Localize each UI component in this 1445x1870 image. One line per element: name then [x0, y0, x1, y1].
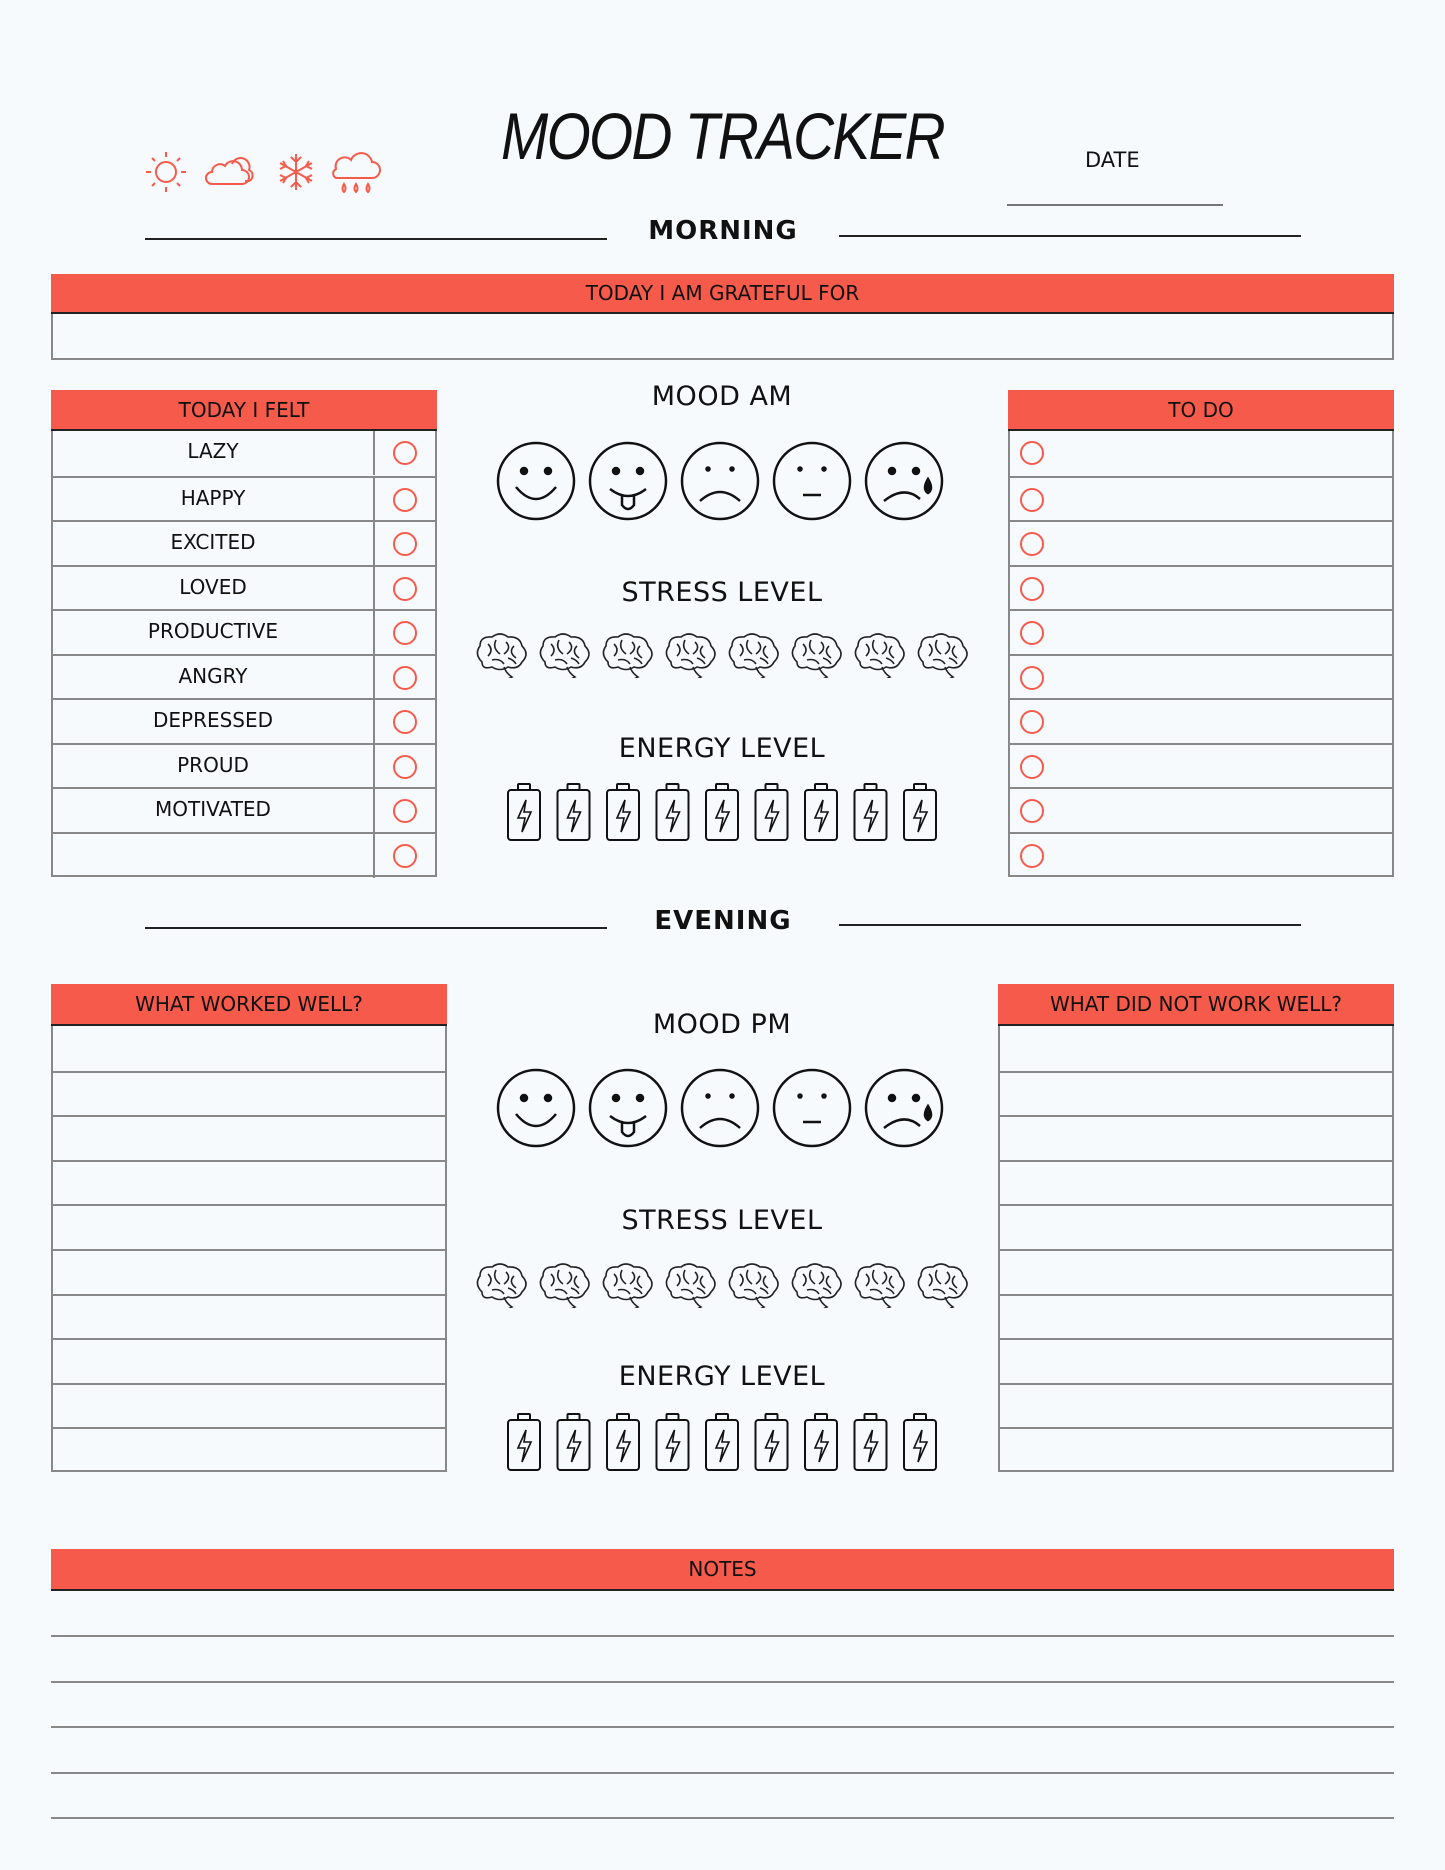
worked-well-line[interactable]: [53, 1026, 445, 1071]
todo-item[interactable]: [1010, 743, 1392, 787]
feeling-checkbox-cell: [373, 745, 435, 789]
feeling-checkbox[interactable]: [393, 621, 417, 645]
notes-header: NOTES: [51, 1549, 1394, 1591]
feeling-label: PROUD: [177, 752, 249, 777]
stress-am-brains: [470, 628, 976, 678]
todo-item[interactable]: [1010, 565, 1392, 609]
feeling-row: [53, 609, 435, 653]
feeling-label: LAZY: [187, 439, 239, 463]
battery-icon[interactable]: [508, 784, 540, 840]
not-worked-line[interactable]: [1000, 1204, 1392, 1249]
feeling-checkbox[interactable]: [393, 577, 417, 601]
date-label: DATE: [1085, 148, 1140, 172]
brain-icon[interactable]: [666, 634, 715, 678]
feeling-row: [53, 832, 435, 876]
brain-icon[interactable]: [729, 634, 778, 678]
worked-well-line[interactable]: [53, 1338, 445, 1383]
feeling-row: [53, 787, 435, 831]
todo-item[interactable]: [1010, 520, 1392, 564]
todo-item[interactable]: [1010, 832, 1392, 876]
crying-face-icon[interactable]: [866, 1070, 942, 1146]
neutral-face-icon[interactable]: [774, 443, 850, 519]
feeling-row: [53, 520, 435, 564]
battery-icon[interactable]: [558, 1414, 590, 1470]
todo-checkbox[interactable]: [1020, 577, 1044, 601]
brain-icon[interactable]: [855, 1264, 904, 1308]
notes-line: [51, 1681, 1394, 1683]
battery-icon[interactable]: [508, 1414, 540, 1470]
not-worked-line[interactable]: [1000, 1294, 1392, 1339]
feeling-checkbox[interactable]: [393, 799, 417, 823]
not-worked-line[interactable]: [1000, 1071, 1392, 1116]
energy-pm-label: ENERGY LEVEL: [618, 1361, 826, 1392]
mood-pm-faces: [495, 1067, 950, 1149]
mood-pm-label: MOOD PM: [652, 1009, 792, 1040]
worked-well-line[interactable]: [53, 1427, 445, 1472]
notes-line: [51, 1726, 1394, 1728]
todo-checkbox[interactable]: [1020, 488, 1044, 512]
morning-rule-right: [839, 235, 1301, 237]
mood-am-faces: [495, 440, 950, 522]
todo-header: TO DO: [1008, 390, 1394, 431]
feeling-label: LOVED: [179, 574, 247, 599]
evening-rule-left: [145, 927, 607, 929]
brain-icon[interactable]: [477, 634, 526, 678]
feeling-label: EXCITED: [170, 530, 256, 554]
not-worked-line[interactable]: [1000, 1427, 1392, 1472]
feeling-checkbox[interactable]: [393, 666, 417, 690]
not-worked-line[interactable]: [1000, 1249, 1392, 1294]
todo-checkbox[interactable]: [1020, 799, 1044, 823]
brain-icon[interactable]: [792, 634, 841, 678]
grateful-header: TODAY I AM GRATEFUL FOR: [51, 274, 1394, 314]
battery-icon[interactable]: [607, 784, 639, 840]
cloud-icon[interactable]: [206, 158, 253, 184]
feeling-checkbox[interactable]: [393, 844, 417, 868]
todo-checkbox[interactable]: [1020, 621, 1044, 645]
mood-am-label: MOOD AM: [651, 381, 793, 412]
todo-checkbox[interactable]: [1020, 755, 1044, 779]
battery-icon[interactable]: [657, 784, 689, 840]
smile-face-icon[interactable]: [498, 1070, 574, 1146]
feeling-checkbox-cell: [373, 834, 435, 878]
worked-well-line[interactable]: [53, 1115, 445, 1160]
feeling-row: [53, 476, 435, 520]
not-worked-line[interactable]: [1000, 1338, 1392, 1383]
battery-icon[interactable]: [805, 784, 837, 840]
brain-icon[interactable]: [855, 634, 904, 678]
not-worked-header: WHAT DID NOT WORK WELL?: [998, 984, 1394, 1026]
feeling-label: PRODUCTIVE: [147, 619, 279, 643]
brain-icon[interactable]: [729, 1264, 778, 1308]
battery-icon[interactable]: [904, 1414, 936, 1470]
todo-item[interactable]: [1010, 698, 1392, 742]
feeling-checkbox[interactable]: [393, 532, 417, 556]
feeling-checkbox[interactable]: [393, 441, 417, 465]
sad-face-icon[interactable]: [682, 443, 758, 519]
feeling-checkbox-cell: [373, 522, 435, 566]
feeling-row: [53, 698, 435, 742]
page-title: MOOD TRACKER: [501, 99, 944, 173]
brain-icon[interactable]: [792, 1264, 841, 1308]
stress-pm-brains: [470, 1258, 976, 1308]
feeling-label: DEPRESSED: [152, 708, 274, 732]
brain-icon[interactable]: [477, 1264, 526, 1308]
rain-icon[interactable]: [333, 153, 380, 192]
feeling-checkbox-cell: [373, 478, 435, 522]
feeling-checkbox-cell: [373, 611, 435, 655]
feeling-checkbox-cell: [373, 789, 435, 833]
feeling-checkbox[interactable]: [393, 488, 417, 512]
crying-face-icon[interactable]: [866, 443, 942, 519]
feeling-label: [53, 834, 373, 878]
feeling-checkbox-cell: [373, 700, 435, 744]
feeling-checkbox[interactable]: [393, 710, 417, 734]
worked-well-line[interactable]: [53, 1160, 445, 1205]
energy-am-label: ENERGY LEVEL: [618, 733, 826, 764]
not-worked-line[interactable]: [1000, 1160, 1392, 1205]
not-worked-line[interactable]: [1000, 1026, 1392, 1071]
feeling-checkbox-cell: [373, 431, 435, 475]
battery-icon[interactable]: [855, 1414, 887, 1470]
worked-well-line[interactable]: [53, 1249, 445, 1294]
todo-item[interactable]: [1010, 654, 1392, 698]
morning-rule-left: [145, 238, 607, 240]
todo-item[interactable]: [1010, 431, 1392, 475]
todo-checkbox[interactable]: [1020, 710, 1044, 734]
tongue-face-icon[interactable]: [590, 1070, 666, 1146]
battery-icon[interactable]: [855, 784, 887, 840]
feeling-row: [53, 654, 435, 698]
notes-line: [51, 1817, 1394, 1819]
feeling-row: [53, 431, 435, 475]
worked-well-lines: [51, 1026, 447, 1472]
brain-icon[interactable]: [603, 1264, 652, 1308]
morning-heading: MORNING: [648, 216, 798, 246]
worked-well-line[interactable]: [53, 1071, 445, 1116]
todo-item[interactable]: [1010, 476, 1392, 520]
stress-pm-label: STRESS LEVEL: [621, 1205, 823, 1236]
felt-header: TODAY I FELT: [51, 390, 437, 431]
feeling-checkbox[interactable]: [393, 755, 417, 779]
feeling-checkbox-cell: [373, 656, 435, 700]
sun-icon[interactable]: [146, 152, 186, 192]
smile-face-icon[interactable]: [498, 443, 574, 519]
todo-checkbox[interactable]: [1020, 441, 1044, 465]
not-worked-line[interactable]: [1000, 1383, 1392, 1428]
todo-checkbox[interactable]: [1020, 844, 1044, 868]
worked-well-header: WHAT WORKED WELL?: [51, 984, 447, 1026]
notes-line: [51, 1635, 1394, 1637]
worked-well-line[interactable]: [53, 1383, 445, 1428]
date-field[interactable]: [1007, 204, 1223, 206]
brain-icon[interactable]: [918, 634, 967, 678]
sad-face-icon[interactable]: [682, 1070, 758, 1146]
battery-icon[interactable]: [756, 784, 788, 840]
grateful-input[interactable]: [51, 314, 1394, 360]
battery-icon[interactable]: [558, 784, 590, 840]
evening-heading: EVENING: [654, 906, 792, 936]
battery-icon[interactable]: [706, 1414, 738, 1470]
feeling-row: [53, 743, 435, 787]
feeling-label: MOTIVATED: [155, 797, 271, 821]
neutral-face-icon[interactable]: [774, 1070, 850, 1146]
feeling-checkbox-cell: [373, 567, 435, 611]
notes-lines[interactable]: [51, 1591, 1394, 1821]
todo-item[interactable]: [1010, 609, 1392, 653]
battery-icon[interactable]: [657, 1414, 689, 1470]
battery-icon[interactable]: [706, 784, 738, 840]
todo-item[interactable]: [1010, 787, 1392, 831]
tongue-face-icon[interactable]: [590, 443, 666, 519]
feeling-row: [53, 565, 435, 609]
not-worked-line[interactable]: [1000, 1115, 1392, 1160]
worked-well-line[interactable]: [53, 1294, 445, 1339]
notes-line: [51, 1772, 1394, 1774]
felt-list: [51, 431, 437, 877]
evening-rule-right: [839, 924, 1301, 926]
not-worked-lines: [998, 1026, 1394, 1472]
brain-icon[interactable]: [540, 1264, 589, 1308]
brain-icon[interactable]: [603, 634, 652, 678]
snowflake-icon[interactable]: [280, 154, 312, 190]
todo-checkbox[interactable]: [1020, 532, 1044, 556]
weather-icons: [140, 148, 390, 198]
feeling-label: ANGRY: [178, 663, 248, 688]
brain-icon[interactable]: [540, 634, 589, 678]
feeling-label: HAPPY: [180, 485, 246, 510]
battery-icon[interactable]: [904, 784, 936, 840]
battery-icon[interactable]: [607, 1414, 639, 1470]
todo-checkbox[interactable]: [1020, 666, 1044, 690]
battery-icon[interactable]: [805, 1414, 837, 1470]
worked-well-line[interactable]: [53, 1204, 445, 1249]
brain-icon[interactable]: [666, 1264, 715, 1308]
energy-pm-batteries: [502, 1410, 947, 1472]
todo-list: [1008, 431, 1394, 877]
brain-icon[interactable]: [918, 1264, 967, 1308]
stress-am-label: STRESS LEVEL: [621, 577, 823, 608]
battery-icon[interactable]: [756, 1414, 788, 1470]
energy-am-batteries: [502, 780, 947, 842]
